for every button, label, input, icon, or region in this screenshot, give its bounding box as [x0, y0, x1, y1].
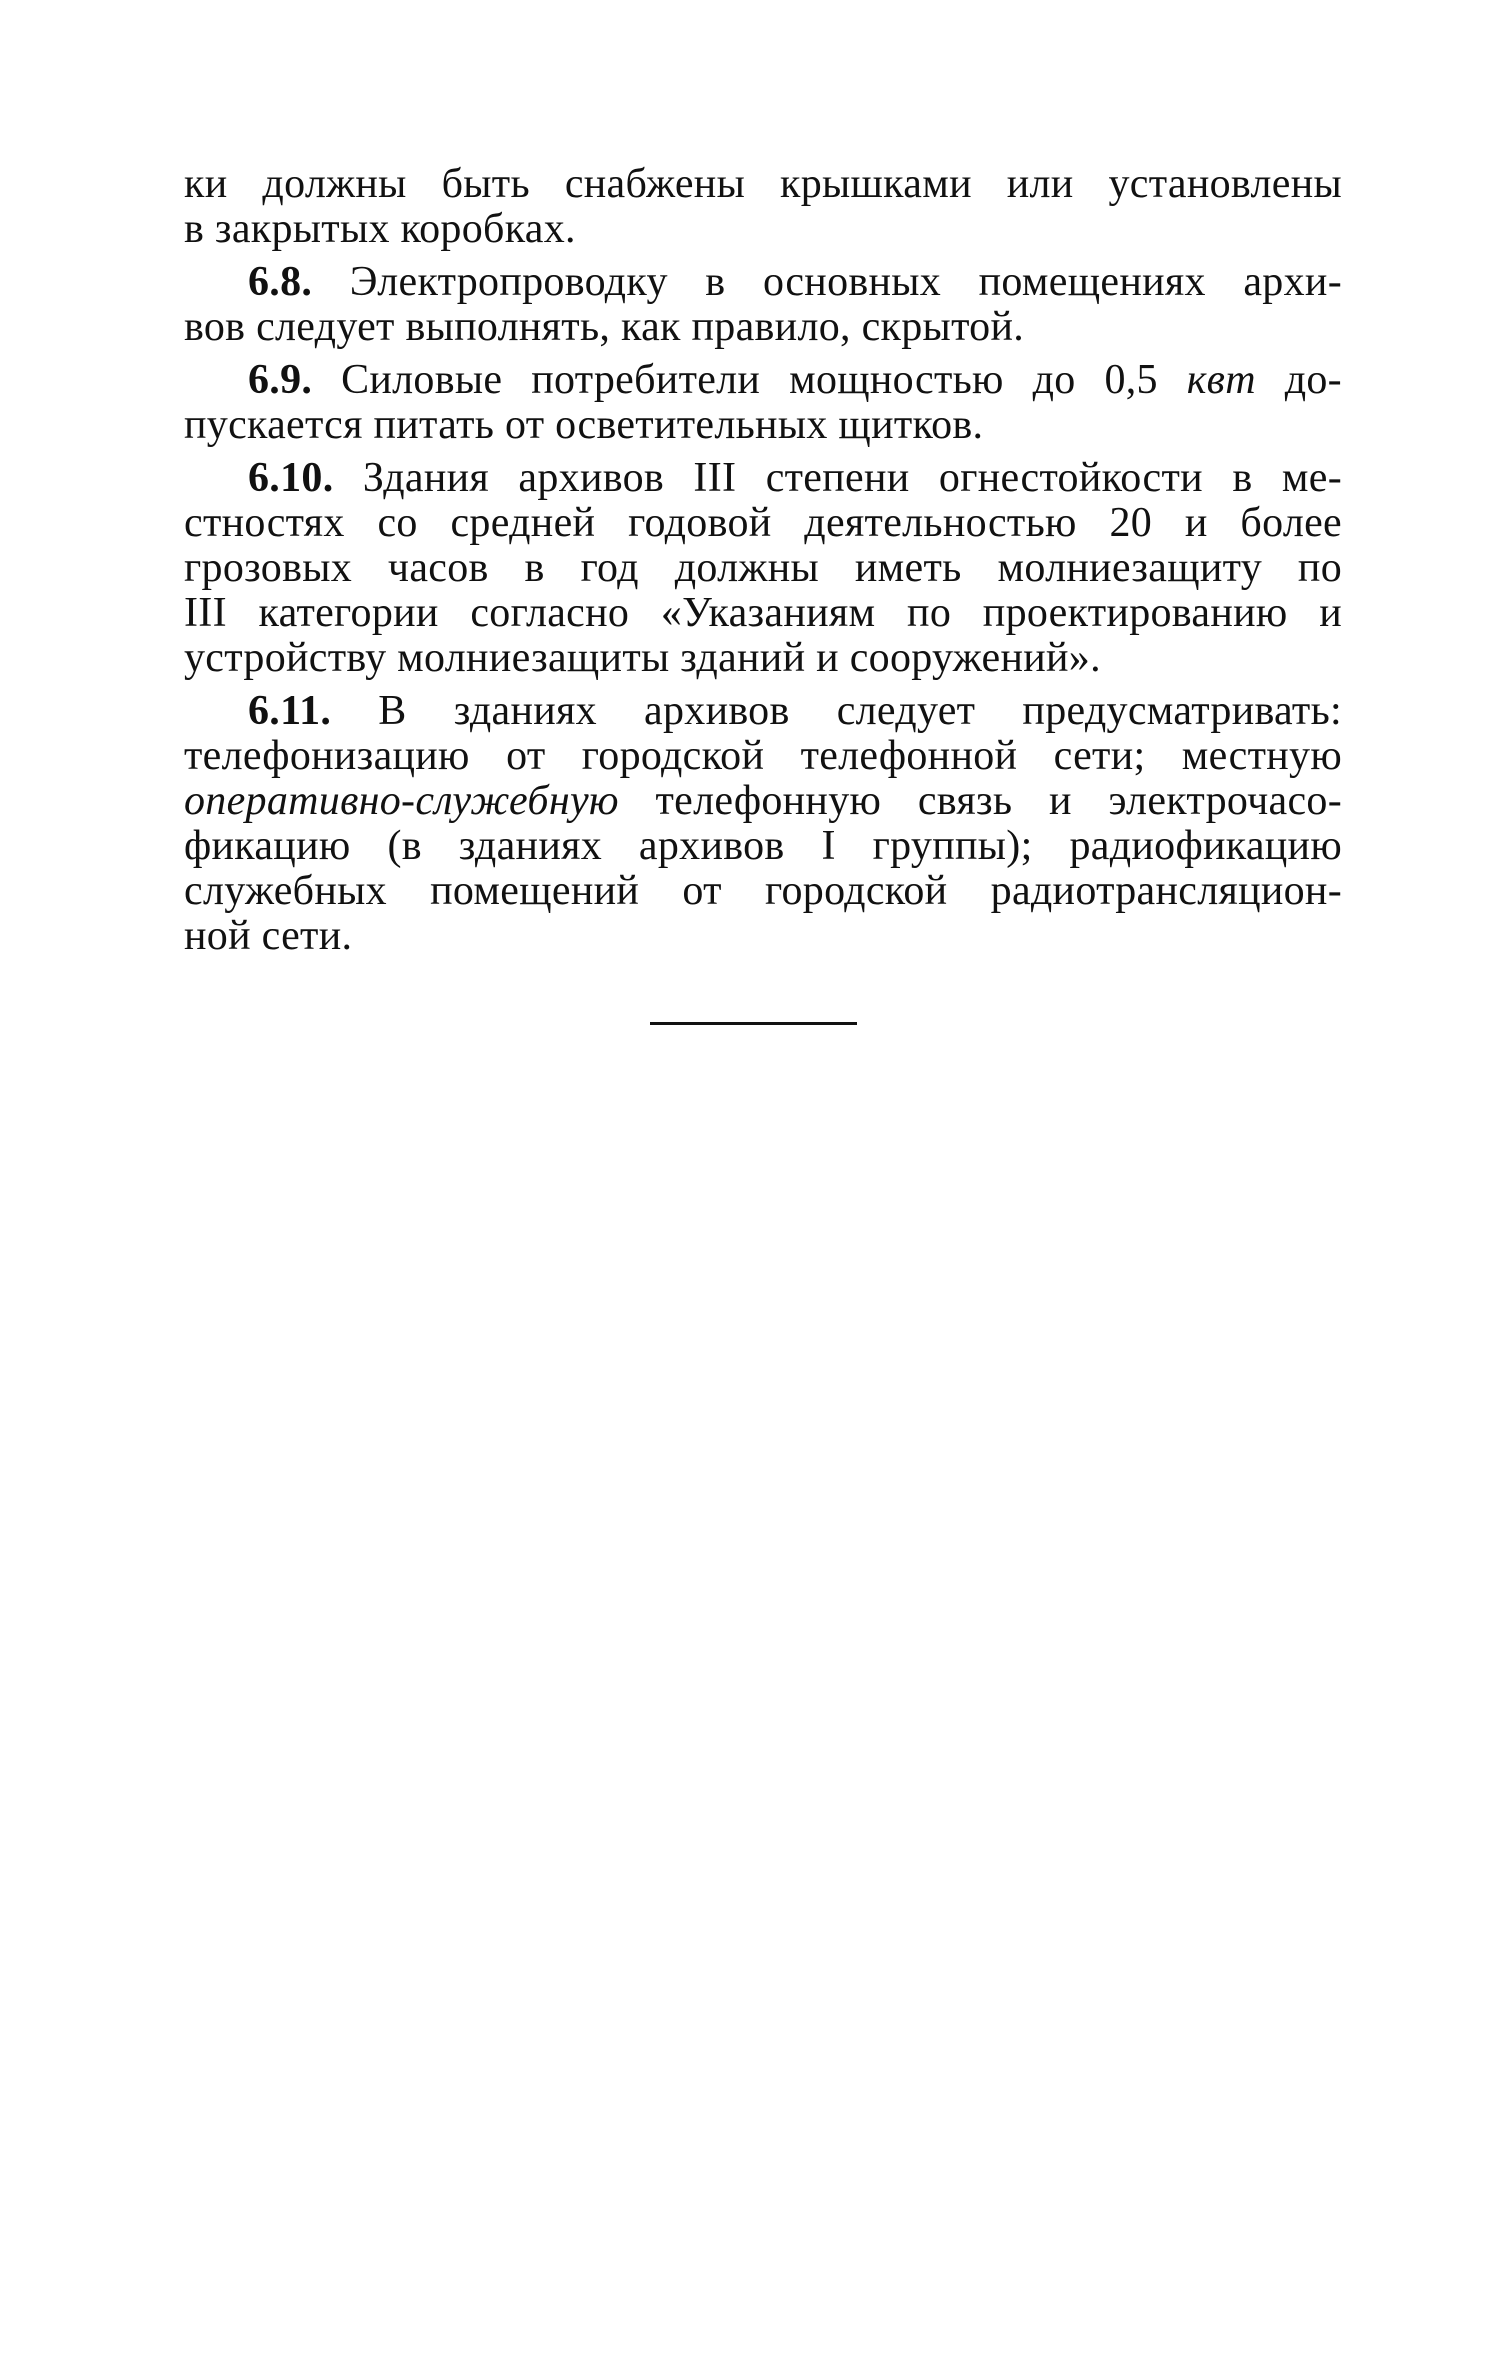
clause-number: 6.9.: [248, 357, 313, 403]
clause-number: 6.10.: [248, 455, 334, 501]
unit-text: квт: [1186, 357, 1256, 403]
text-line: телефонизацию от городской телефонной сети; местную: [184, 733, 1342, 779]
italic-text: оперативно-служебную: [184, 778, 619, 824]
clause-text: телефонную связь и электрочасо-: [655, 778, 1342, 824]
text-line: в закрытых коробках.: [184, 206, 576, 252]
text-line: грозовых часов в год должны иметь молниезащиту по: [184, 545, 1342, 591]
clause-text: В зданиях архивов следует предусматривать:: [378, 688, 1342, 734]
text-line: III категории согласно «Указаниям по проектированию и: [184, 590, 1342, 636]
document-page: [184, 162, 1342, 967]
text-line: фикацию (в зданиях архивов I группы); радиофикацию: [184, 823, 1342, 869]
text-line: пускается питать от осветительных щитков.: [184, 402, 984, 448]
clause-number: 6.8.: [248, 259, 313, 305]
text-line: [184, 779, 1342, 824]
paragraph-6-9: [184, 358, 1342, 448]
clause-text: Электропроводку в основных помещениях архи-: [349, 259, 1342, 305]
paragraph-continuation: [184, 162, 1342, 252]
clause-text: Здания архивов III степени огнестойкости в ме-: [362, 455, 1342, 501]
text-line: [184, 456, 1342, 501]
clause-number: 6.11.: [248, 688, 332, 734]
paragraph-6-8: [184, 260, 1342, 350]
paragraph-6-11: [184, 689, 1342, 959]
text-line: устройству молниезащиты зданий и сооружений».: [184, 635, 1101, 681]
text-line: стностях со средней годовой деятельностью 20 и более: [184, 500, 1342, 546]
clause-text: до-: [1284, 357, 1342, 403]
text-line: [184, 689, 1342, 734]
text-line: [184, 358, 1342, 403]
text-line: ки должны быть снабжены крышками или установлены: [184, 161, 1342, 207]
text-line: [184, 260, 1342, 305]
text-line: ной сети.: [184, 913, 353, 959]
text-line: служебных помещений от городской радиотрансляцион-: [184, 868, 1342, 914]
section-end-rule: [650, 1022, 857, 1025]
paragraph-6-10: [184, 456, 1342, 681]
text-line: вов следует выполнять, как правило, скрытой.: [184, 304, 1025, 350]
clause-text: Силовые потребители мощностью до 0,5: [341, 357, 1158, 403]
